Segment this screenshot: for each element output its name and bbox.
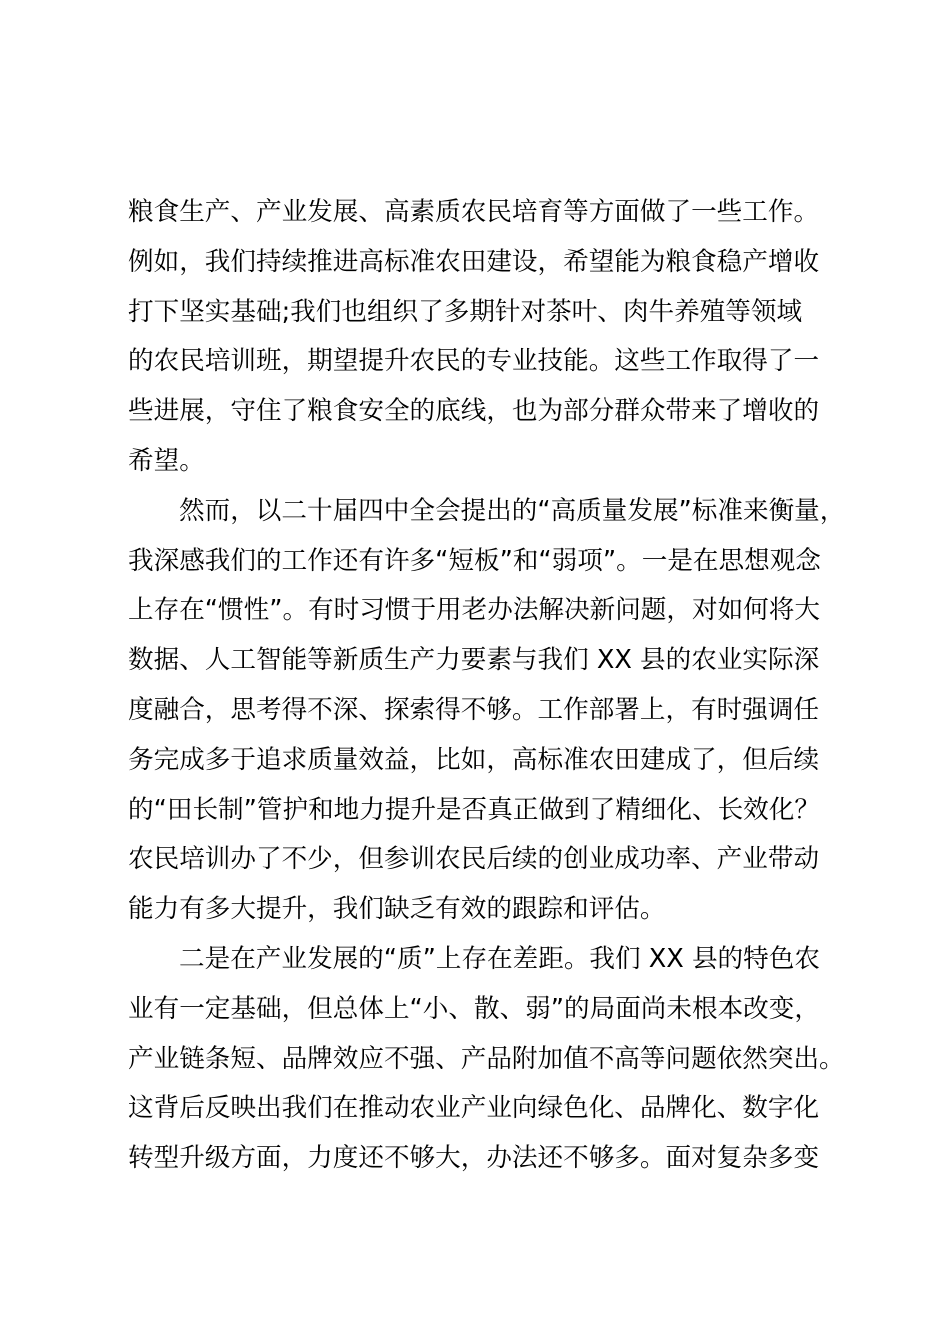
text-line: 这背后反映出我们在推动农业产业向绿色化、品牌化、数字化 <box>128 1093 820 1124</box>
text-line: 产业链条短、品牌效应不强、产品附加值不高等问题依然突出。 <box>128 1043 845 1074</box>
paragraph <box>128 935 845 1184</box>
text-line: 能力有多大提升，我们缺乏有效的跟踪和评估。 <box>128 894 666 925</box>
text-line: 然而，以二十届四中全会提出的“高质量发展”标准来衡量， <box>179 495 846 526</box>
text-line: 打下坚实基础;我们也组织了多期针对茶叶、肉牛养殖等领域 <box>128 296 803 327</box>
text-line: 些进展，守住了粮食安全的底线，也为部分群众带来了增收的 <box>128 396 820 427</box>
text-line: 度融合，思考得不深、探索得不够。工作部署上，有时强调任 <box>128 694 820 725</box>
paragraph <box>128 487 846 935</box>
text-line: 业有一定基础，但总体上“小、散、弱”的局面尚未根本改变， <box>128 993 820 1024</box>
text-line: 的“田长制”管护和地力提升是否真正做到了精细化、长效化？ <box>128 794 820 825</box>
text-line: 农民培训办了不少，但参训农民后续的创业成功率、产业带动 <box>128 844 820 875</box>
document-body <box>128 188 846 1184</box>
text-line: 例如，我们持续推进高标准农田建设，希望能为粮食稳产增收 <box>128 246 820 277</box>
text-line: 二是在产业发展的“质”上存在差距。我们 XX 县的特色农 <box>179 943 820 974</box>
text-line: 务完成多于追求质量效益，比如，高标准农田建成了，但后续 <box>128 744 820 775</box>
text-line: 上存在“惯性”。有时习惯于用老办法解决新问题，对如何将大 <box>128 595 820 626</box>
text-line: 的农民培训班，期望提升农民的专业技能。这些工作取得了一 <box>128 346 820 377</box>
text-line: 数据、人工智能等新质生产力要素与我们 XX 县的农业实际深 <box>128 645 820 676</box>
text-line: 转型升级方面，力度还不够大，办法还不够多。面对复杂多变 <box>128 1143 820 1174</box>
text-line: 粮食生产、产业发展、高素质农民培育等方面做了一些工作。 <box>128 197 820 227</box>
paragraph <box>128 188 828 487</box>
text-line: 希望。 <box>128 445 205 476</box>
text-line: 我深感我们的工作还有许多“短板”和“弱项”。一是在思想观念 <box>128 545 821 576</box>
